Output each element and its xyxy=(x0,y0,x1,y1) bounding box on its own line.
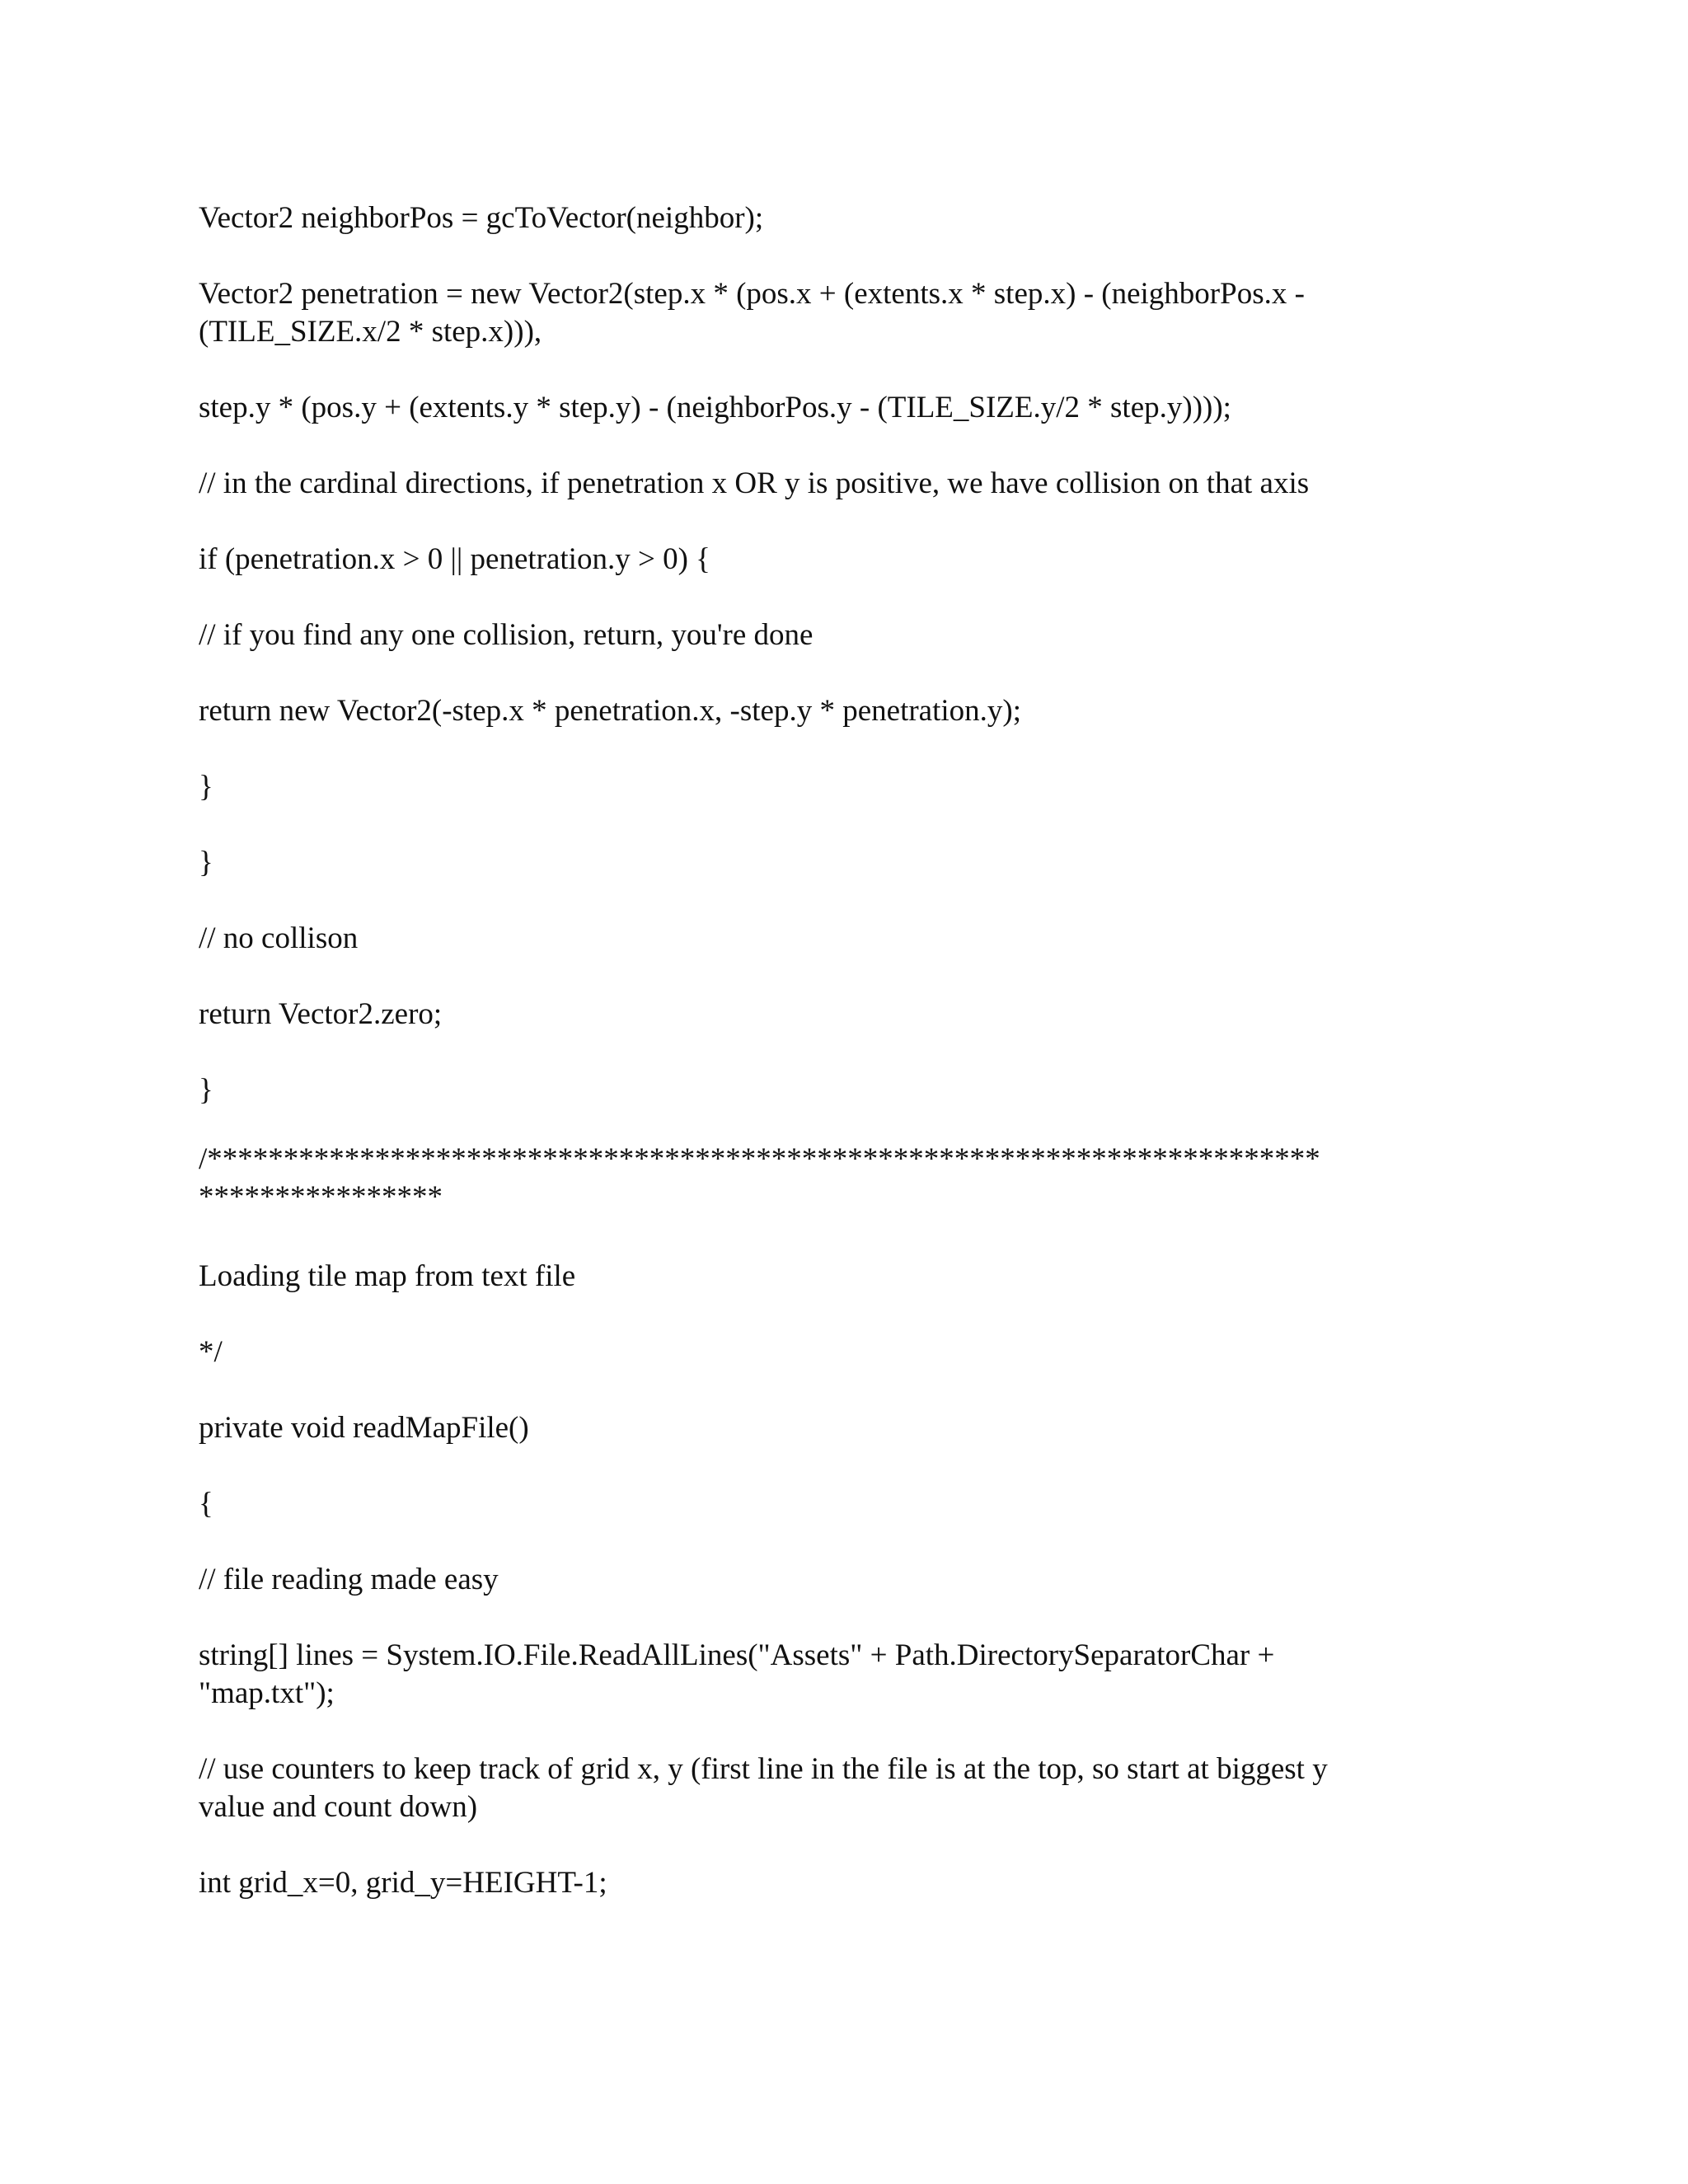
code-line-open-brace: { xyxy=(199,1487,213,1521)
code-line-return-vector: return new Vector2(-step.x * penetration.x, -step.y * penetration.y); xyxy=(199,694,1022,728)
comment-file-reading: // file reading made easy xyxy=(199,1563,499,1596)
comment-cardinal-directions: // in the cardinal directions, if penetration x OR y is positive, we have collision on that axis xyxy=(199,466,1310,500)
code-line-read-all-lines: string[] lines = System.IO.File.ReadAllLines("Assets" + Path.DirectorySeparatorChar + "map.txt"); xyxy=(199,1638,1275,1710)
code-line-if-penetration: if (penetration.x > 0 || penetration.y > 0) { xyxy=(199,542,710,576)
comment-no-collision: // no collison xyxy=(199,921,359,955)
code-line-close-brace: } xyxy=(199,1073,213,1107)
code-line-penetration: Vector2 penetration = new Vector2(step.x * (pos.x + (extents.x * step.x) - (neighborPos.x - (TILE_SIZE.x/2 * step.x))), xyxy=(199,277,1305,349)
code-line-neighborpos: Vector2 neighborPos = gcToVector(neighbor); xyxy=(199,201,764,235)
code-line-grid-init: int grid_x=0, grid_y=HEIGHT-1; xyxy=(199,1866,607,1900)
comment-block-separator: /************************************************************************* **************** xyxy=(199,1142,1320,1214)
comment-grid-counters: // use counters to keep track of grid x, y (first line in the file is at the top, so start at biggest y value and count down) xyxy=(199,1752,1328,1824)
code-line-step-y: step.y * (pos.y + (extents.y * step.y) - (neighborPos.y - (TILE_SIZE.y/2 * step.y)))); xyxy=(199,391,1231,424)
code-line-return-zero: return Vector2.zero; xyxy=(199,997,443,1031)
code-line-close-brace: } xyxy=(199,846,213,879)
comment-block-end: */ xyxy=(199,1335,223,1369)
code-line-method-signature: private void readMapFile() xyxy=(199,1411,529,1445)
code-line-close-brace: } xyxy=(199,770,213,804)
comment-loading-tile-map: Loading tile map from text file xyxy=(199,1259,576,1293)
comment-find-collision: // if you find any one collision, return, you're done xyxy=(199,618,814,652)
